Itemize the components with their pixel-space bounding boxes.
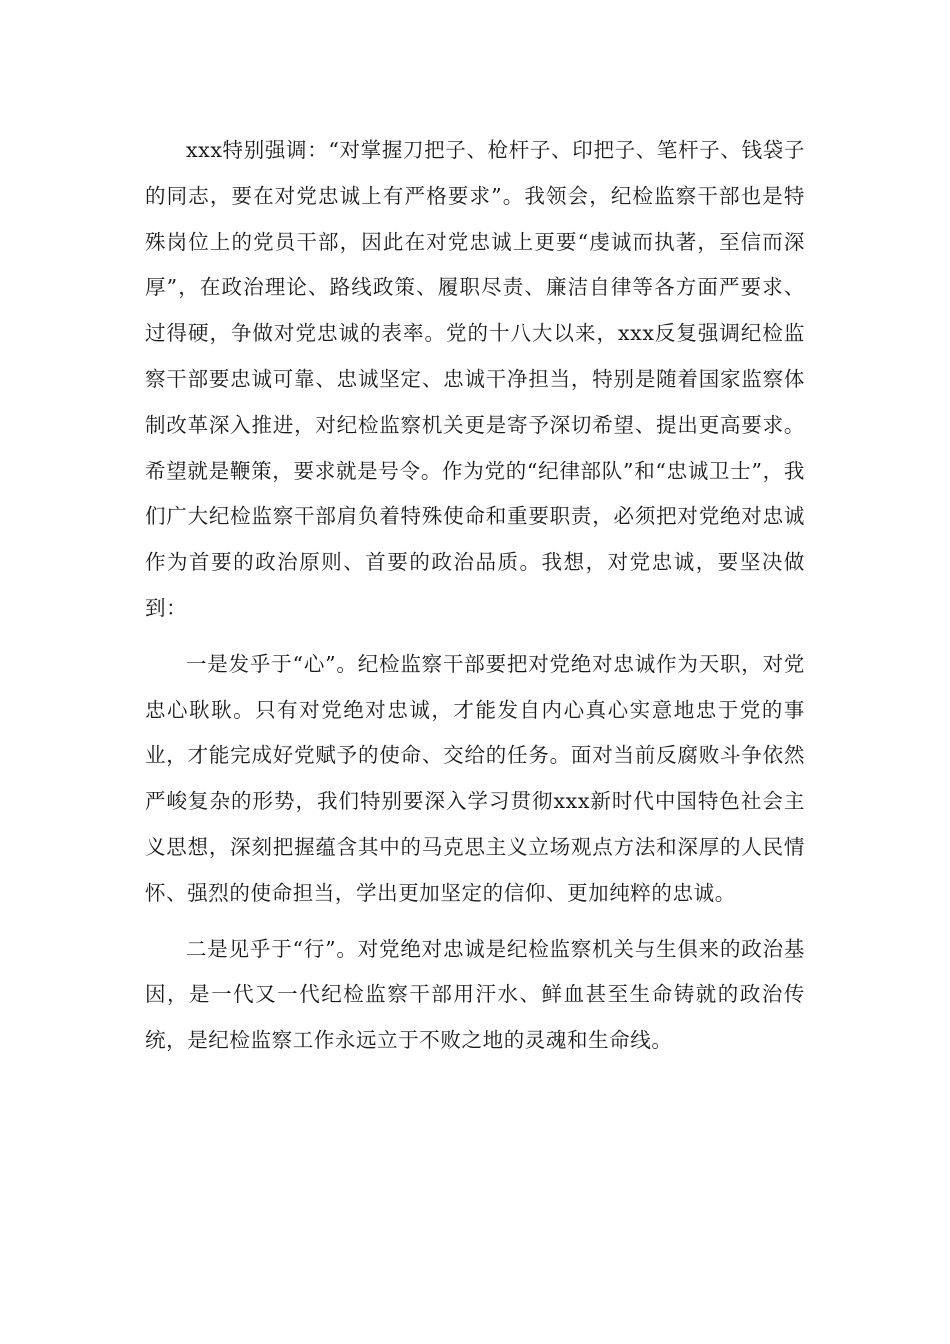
paragraph-point-one: 一是发乎于“心”。纪检监察干部要把对党绝对忠诚作为天职，对党忠心耿耿。只有对党绝对忠诚，才能发自内心真心实意地忠于党的事业，才能完成好党赋予的使命、交给的任务。面对当前反腐败斗争依然严峻复杂的形势，我们特别要深入学习贯彻xxx新时代中国特色社会主义思想，深刻把握蕴含其中的马克思主义立场观点方法和深厚的人民情怀、强烈的使命担当，学出更加坚定的信仰、更加纯粹的忠诚。 xyxy=(145,651,805,905)
document-body xyxy=(145,128,805,1064)
paragraph-point-two: 二是见乎于“行”。对党绝对忠诚是纪检监察机关与生俱来的政治基因，是一代又一代纪检监察干部用汗水、鲜血甚至生命铸就的政治传统，是纪检监察工作永远立于不败之地的灵魂和生命线。 xyxy=(145,936,805,1053)
paragraph-intro: xxx特别强调：“对掌握刀把子、枪杆子、印把子、笔杆子、钱袋子的同志，要在对党忠诚上有严格要求”。我领会，纪检监察干部也是特殊岗位上的党员干部，因此在对党忠诚上更要“虔诚而执著，至信而深厚”，在政治理论、路线政策、履职尽责、廉洁自律等各方面严要求、过得硬，争做对党忠诚的表率。党的十八大以来，xxx反复强调纪检监察干部要忠诚可靠、忠诚坚定、忠诚干净担当，特别是随着国家监察体制改革深入推进，对纪检监察机关更是寄予深切希望、提出更高要求。希望就是鞭策，要求就是号令。作为党的“纪律部队”和“忠诚卫士”，我们广大纪检监察干部肩负着特殊使命和重要职责，必须把对党绝对忠诚作为首要的政治原则、首要的政治品质。我想，对党忠诚，要坚决做到： xyxy=(145,138,805,620)
